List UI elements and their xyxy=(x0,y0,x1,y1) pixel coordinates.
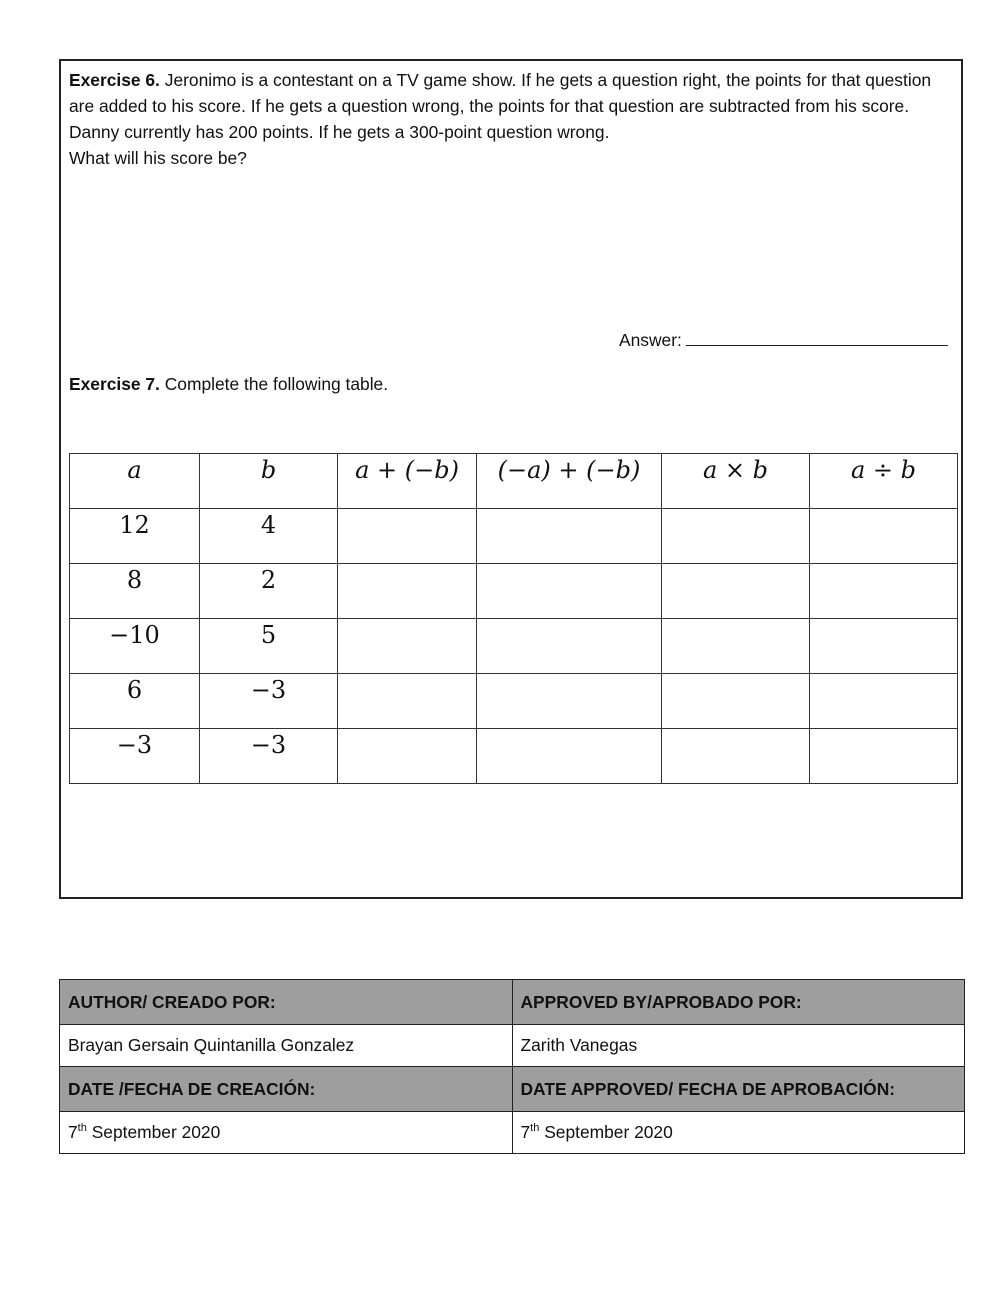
cell-sum-neg-b[interactable] xyxy=(338,674,477,729)
table-header: a + (−b) xyxy=(338,454,477,509)
cell-a: 12 xyxy=(70,509,200,564)
approved-label: APPROVED BY/APROBADO POR: xyxy=(512,980,965,1025)
cell-b: 5 xyxy=(200,619,338,674)
author-label: AUTHOR/ CREADO POR: xyxy=(60,980,513,1025)
cell-b: 4 xyxy=(200,509,338,564)
table-header: a xyxy=(70,454,200,509)
table-row xyxy=(70,564,958,619)
cell-sum-neg-a-neg-b[interactable] xyxy=(477,564,662,619)
date-approved-suffix: th xyxy=(530,1122,540,1135)
date-created-day: 7 xyxy=(68,1122,78,1142)
table-row xyxy=(70,674,958,729)
cell-a: −3 xyxy=(70,729,200,784)
cell-quotient[interactable] xyxy=(810,564,958,619)
table-row xyxy=(70,619,958,674)
table-header: b xyxy=(200,454,338,509)
table-header: a × b xyxy=(662,454,810,509)
document-control-table xyxy=(59,979,965,1154)
approver-name: Zarith Vanegas xyxy=(512,1025,965,1067)
cell-sum-neg-b[interactable] xyxy=(338,729,477,784)
cell-quotient[interactable] xyxy=(810,509,958,564)
date-approved-day: 7 xyxy=(520,1122,531,1142)
cell-sum-neg-a-neg-b[interactable] xyxy=(477,674,662,729)
cell-product[interactable] xyxy=(662,729,810,784)
table-row xyxy=(70,509,958,564)
table-header: a ÷ b xyxy=(810,454,958,509)
author-name: Brayan Gersain Quintanilla Gonzalez xyxy=(60,1025,513,1067)
date-created-rest: September 2020 xyxy=(86,1122,221,1142)
table-row xyxy=(70,729,958,784)
exercise-6-label: Exercise 6. xyxy=(69,70,160,90)
cell-a: −10 xyxy=(70,619,200,674)
answer-blank[interactable] xyxy=(686,327,948,346)
cell-quotient[interactable] xyxy=(810,674,958,729)
table-header: (−a) + (−b) xyxy=(477,454,662,509)
cell-product[interactable] xyxy=(662,509,810,564)
date-created xyxy=(60,1112,513,1154)
exercise-7 xyxy=(69,374,388,395)
cell-sum-neg-a-neg-b[interactable] xyxy=(477,509,662,564)
cell-sum-neg-a-neg-b[interactable] xyxy=(477,619,662,674)
cell-b: 2 xyxy=(200,564,338,619)
cell-product[interactable] xyxy=(662,674,810,729)
date-created-label: DATE /FECHA DE CREACIÓN: xyxy=(60,1067,513,1112)
cell-sum-neg-b[interactable] xyxy=(338,564,477,619)
cell-product[interactable] xyxy=(662,564,810,619)
cell-product[interactable] xyxy=(662,619,810,674)
date-created-suffix: th xyxy=(77,1122,87,1135)
exercise-6-question: What will his score be? xyxy=(69,148,247,168)
answer-row xyxy=(619,327,948,351)
cell-b: −3 xyxy=(200,729,338,784)
operations-table xyxy=(69,453,958,784)
cell-a: 6 xyxy=(70,674,200,729)
exercise-6 xyxy=(69,67,959,171)
cell-a: 8 xyxy=(70,564,200,619)
answer-label: Answer: xyxy=(619,330,682,350)
cell-sum-neg-b[interactable] xyxy=(338,619,477,674)
cell-quotient[interactable] xyxy=(810,729,958,784)
worksheet-frame xyxy=(59,59,963,899)
cell-quotient[interactable] xyxy=(810,619,958,674)
cell-sum-neg-b[interactable] xyxy=(338,509,477,564)
cell-b: −3 xyxy=(200,674,338,729)
cell-sum-neg-a-neg-b[interactable] xyxy=(477,729,662,784)
exercise-6-text: Jeronimo is a contestant on a TV game show. If he gets a question right, the points for that question are added to his score. If he gets a question wrong, the points for that question are subtracted from his score. Danny currently has 200 points. If he gets a 300-point question wrong. xyxy=(69,70,932,142)
exercise-7-label: Exercise 7. xyxy=(69,374,160,394)
date-approved-rest: September 2020 xyxy=(539,1122,673,1142)
exercise-7-text: Complete the following table. xyxy=(164,374,389,394)
date-approved-label: DATE APPROVED/ FECHA DE APROBACIÓN: xyxy=(512,1067,965,1112)
date-approved xyxy=(512,1112,965,1154)
table-header-row xyxy=(70,454,958,509)
